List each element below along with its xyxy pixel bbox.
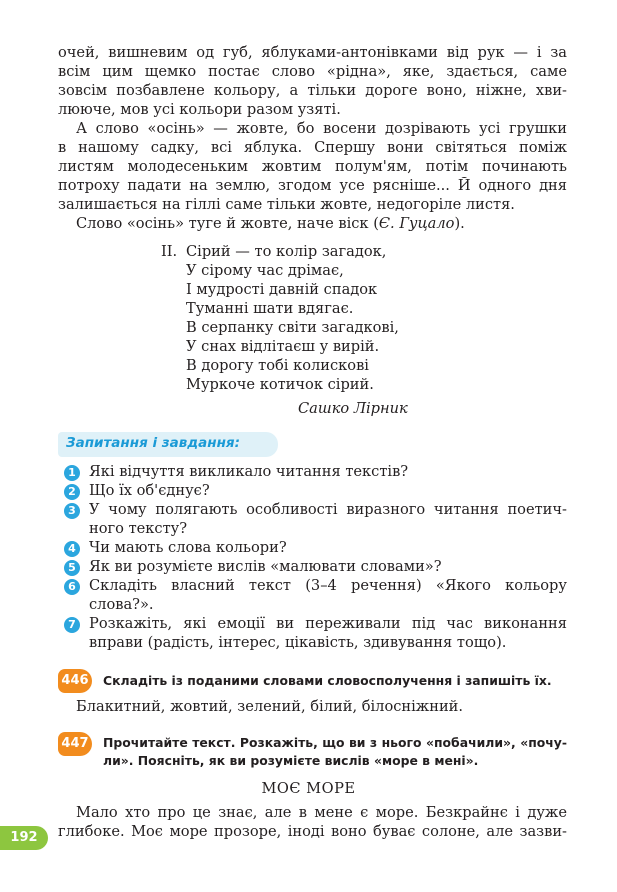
question-text: вправи (радість, інтерес, цікавість, здивування тощо). — [89, 634, 507, 651]
poem-author: Сашко Лірник — [298, 400, 408, 417]
poem-line: В дорогу тобі колискові — [186, 357, 369, 374]
questions-header — [58, 432, 278, 457]
story-line: Мало хто про це знає, але в мене є море. Безкрайнє і дуже — [76, 804, 567, 821]
citation-author: Є. Гуцало — [378, 215, 455, 232]
poem-numeral: II. — [161, 243, 178, 260]
question-number-badge: 5 — [64, 560, 80, 576]
exercise-task: ли». Поясніть, як ви розумієте вислів «море в мені». — [103, 753, 479, 768]
prose-line: залишається на гіллі саме тільки жовте, недогоріле листя. — [58, 196, 515, 213]
exercise-words: Блакитний, жовтий, зелений, білий, білосніжний. — [76, 698, 464, 715]
prose-line: лююче, мов усі кольори разом узяті. — [58, 101, 341, 118]
page-number: 192 — [0, 826, 48, 850]
story-title: МОЄ МОРЕ — [261, 780, 356, 797]
poem-line: І мудрості давній спадок — [186, 281, 378, 298]
question-number-badge: 1 — [64, 465, 80, 481]
prose-text: Слово «осінь» туге й жовте, наче віск ( — [76, 215, 379, 232]
story-line: глибоке. Моє море прозоре, іноді воно буває солоне, але зазви- — [58, 823, 567, 840]
question-number-badge: 6 — [64, 579, 80, 595]
question-text: Розкажіть, які емоції ви переживали під час виконання — [89, 615, 567, 632]
question-number-badge: 7 — [64, 617, 80, 633]
prose-line: всім цим щемко постає слово «рідна», яке, здається, саме — [58, 63, 567, 80]
question-text: Що їх об'єднує? — [89, 482, 210, 499]
exercise-task: Складіть із поданими словами словосполучення і запишіть їх. — [103, 673, 552, 688]
question-number-badge: 2 — [64, 484, 80, 500]
question-text: слова?». — [89, 596, 154, 613]
prose-line: зовсім позбавлене кольору, а тільки дороге воно, ніжне, хви- — [58, 82, 567, 99]
question-number-badge: 3 — [64, 503, 80, 519]
exercise-number-badge: 447 — [58, 732, 92, 756]
citation-close: ). — [454, 215, 465, 232]
question-text: Складіть власний текст (3–4 речення) «Якого кольору — [89, 577, 567, 594]
poem-line: Муркоче котичок сірий. — [186, 376, 374, 393]
poem-line: Туманні шати вдягає. — [186, 300, 354, 317]
question-text: Чи мають слова кольори? — [89, 539, 287, 556]
prose-line-citation — [76, 215, 567, 233]
question-text: У чому полягають особливості виразного читання поетич- — [89, 501, 567, 518]
questions-header-text: Запитання і завдання: — [66, 435, 241, 451]
poem-line: У сірому час дрімає, — [186, 262, 344, 279]
question-number-badge: 4 — [64, 541, 80, 557]
prose-line: потроху падати на землю, згодом усе рясніше... Й одного дня — [58, 177, 567, 194]
question-text: Які відчуття викликало читання текстів? — [89, 463, 409, 480]
question-text: ного тексту? — [89, 520, 188, 537]
prose-line: листям молодесеньким жовтим полум'ям, потім починають — [58, 158, 567, 175]
poem-line: Сірий — то колір загадок, — [186, 243, 387, 260]
prose-line: очей, вишневим од губ, яблуками-антонівками від рук — і за — [58, 44, 567, 61]
exercise-number-badge: 446 — [58, 669, 92, 693]
poem-line: У снах відлітаєш у вирій. — [186, 338, 380, 355]
poem-line: В серпанку світи загадкові, — [186, 319, 399, 336]
exercise-task: Прочитайте текст. Розкажіть, що ви з нього «побачили», «почу- — [103, 735, 567, 750]
prose-line: А слово «осінь» — жовте, бо восени дозрівають усі грушки — [76, 120, 567, 137]
prose-line: в нашому садку, всі яблука. Спершу вони світяться поміж — [58, 139, 567, 156]
question-text: Як ви розумієте вислів «малювати словами»? — [89, 558, 442, 575]
